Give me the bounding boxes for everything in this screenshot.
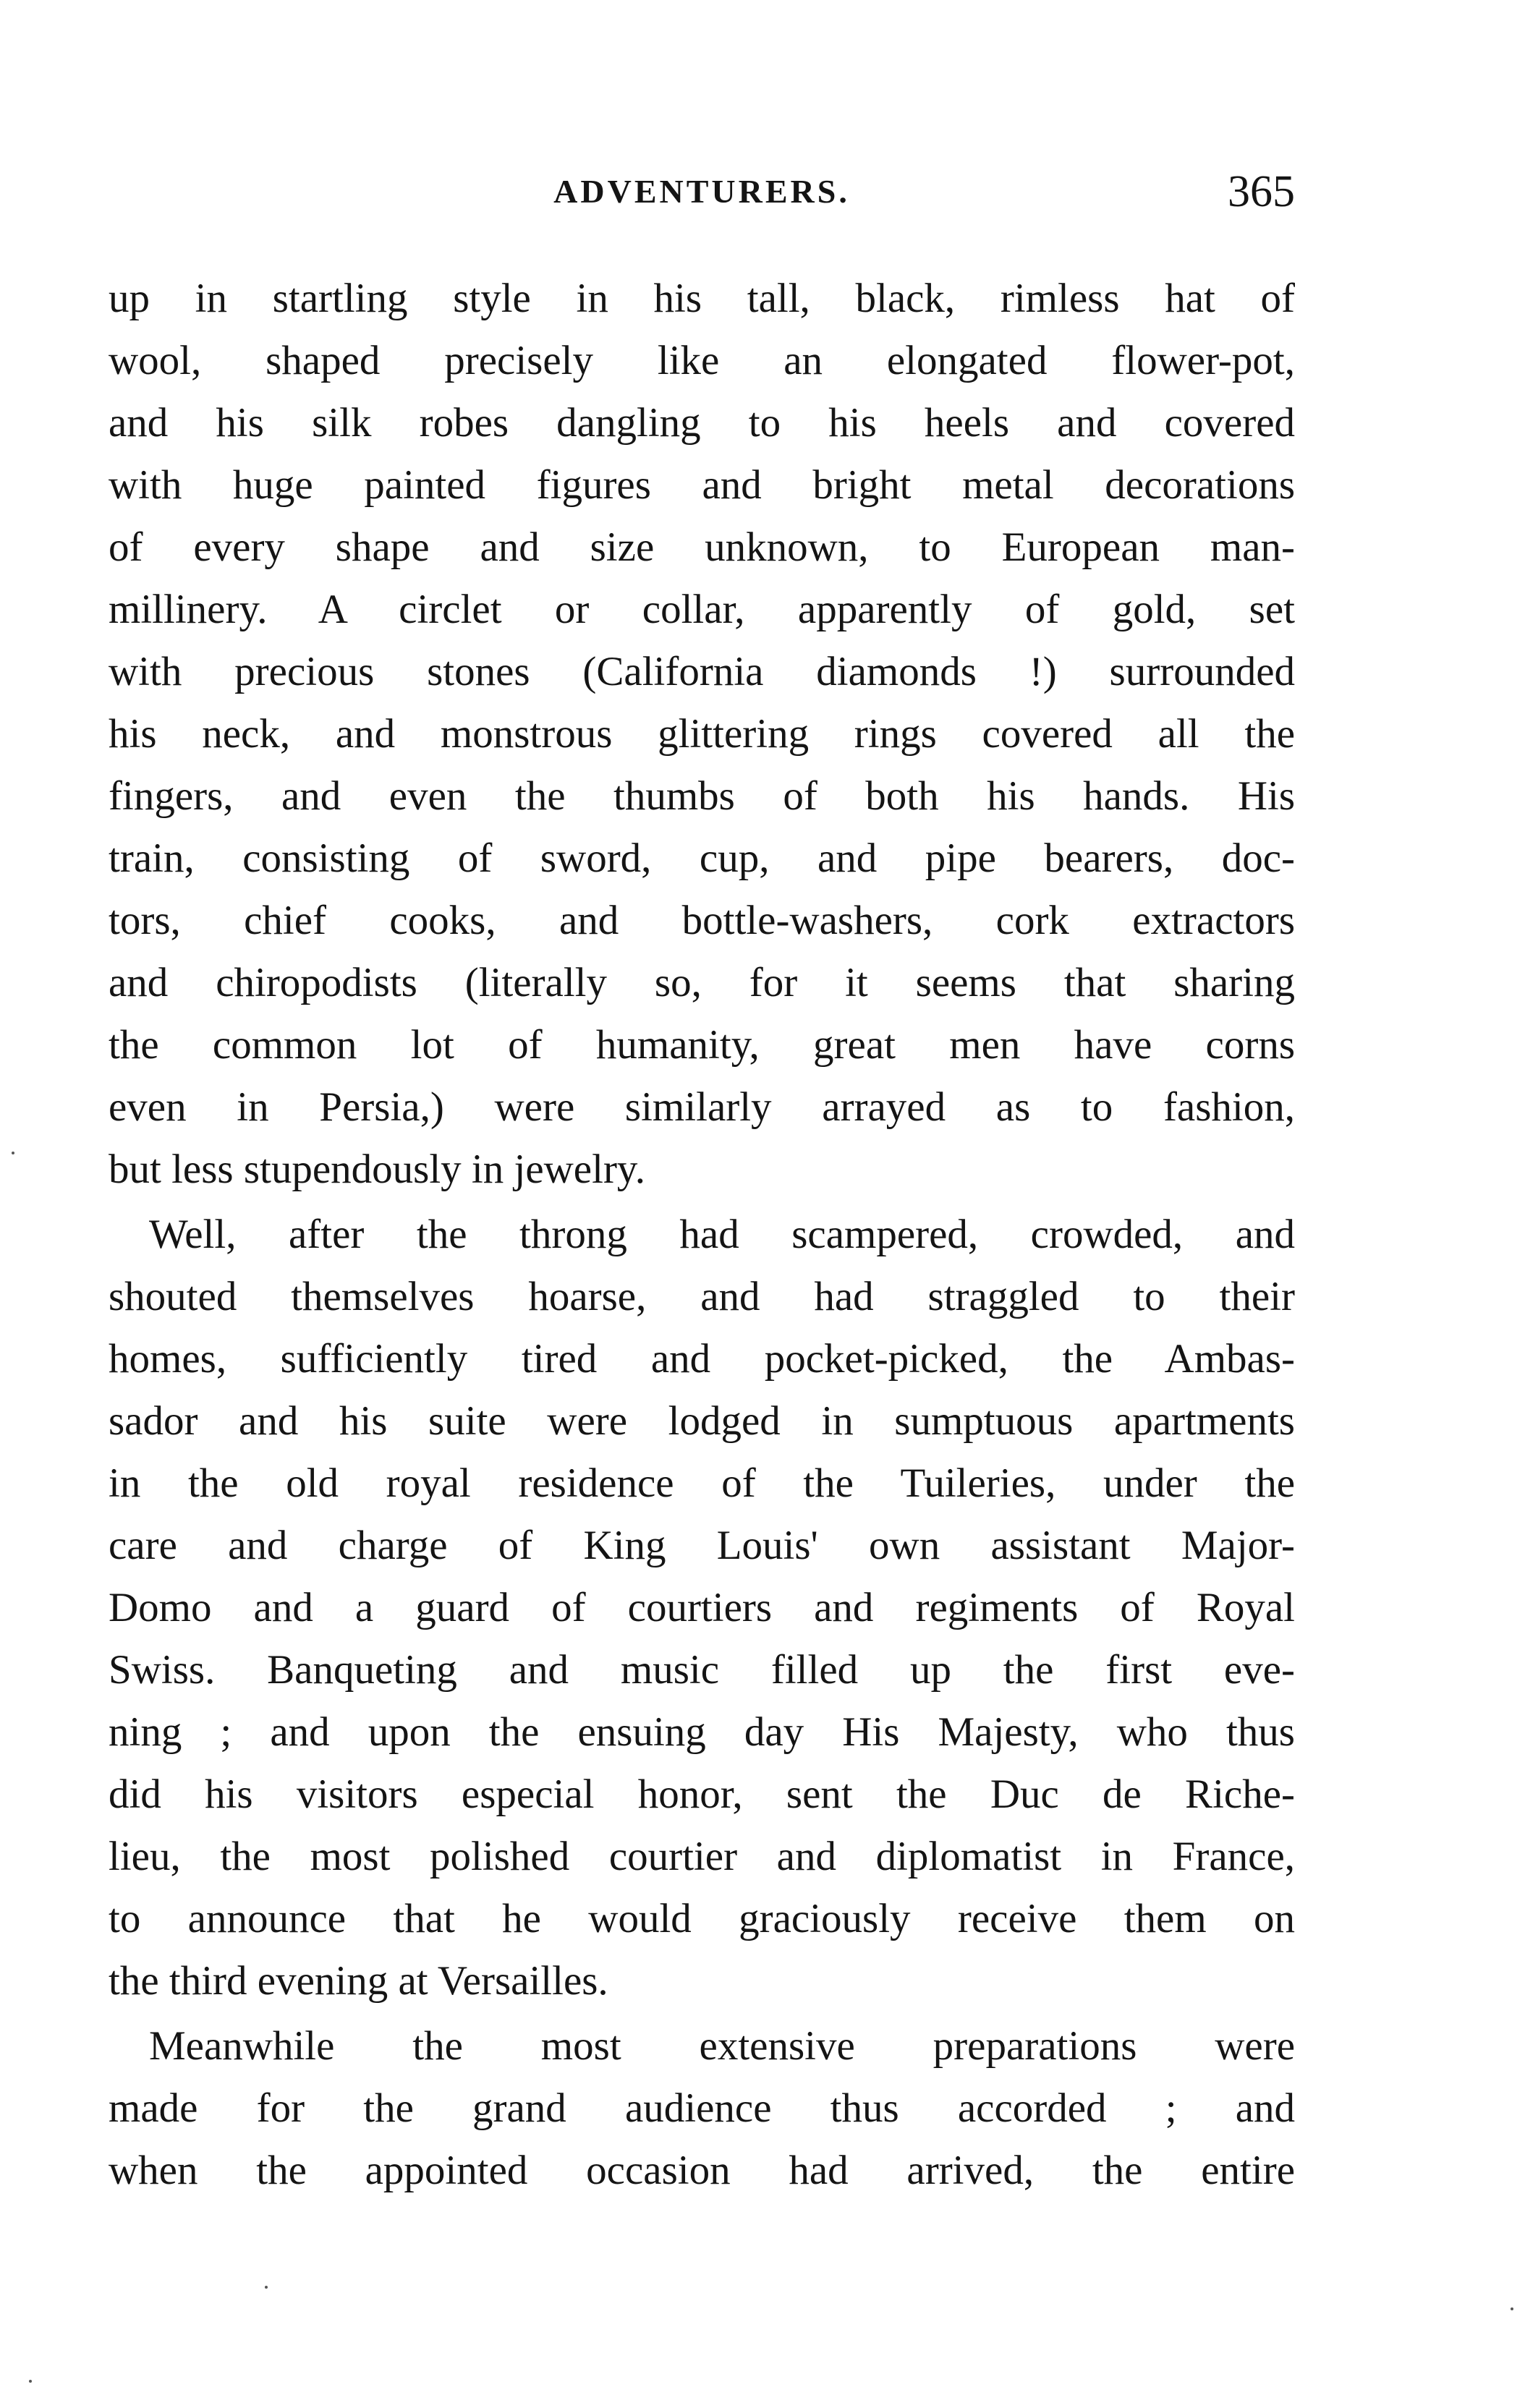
scan-speck xyxy=(12,1152,14,1154)
text-line: and his silk robes dangling to his heels and covered xyxy=(109,400,1295,446)
text-line: train, consisting of sword, cup, and pipe bearers, doc- xyxy=(109,835,1295,881)
running-head: ADVENTURERS. xyxy=(553,173,850,210)
text-line: up in startling style in his tall, black, rimless hat of xyxy=(109,276,1295,321)
text-line: did his visitors especial honor, sent the Duc de Riche- xyxy=(109,1771,1295,1817)
text-line: Well, after the throng had scampered, crowded, and xyxy=(149,1212,1295,1257)
text-line: Swiss. Banqueting and music filled up the first eve- xyxy=(109,1647,1295,1693)
text-line: in the old royal residence of the Tuileries, under the xyxy=(109,1460,1295,1506)
page-number: 365 xyxy=(1228,167,1295,216)
text-line: when the appointed occasion had arrived, the entire xyxy=(109,2148,1295,2193)
text-line: with huge painted figures and bright metal decorations xyxy=(109,462,1295,508)
text-line: to announce that he would graciously receive them on xyxy=(109,1896,1295,1941)
text-line: lieu, the most polished courtier and diplomatist in France, xyxy=(109,1834,1295,1879)
text-line: but less stupendously in jewelry. xyxy=(109,1146,645,1192)
scan-speck xyxy=(1511,2307,1513,2310)
scan-speck xyxy=(29,2380,32,2383)
text-line: sador and his suite were lodged in sumptuous apartments xyxy=(109,1398,1295,1444)
text-line: care and charge of King Louis' own assistant Major- xyxy=(109,1523,1295,1568)
text-line: the common lot of humanity, great men have corns xyxy=(109,1022,1295,1068)
text-line: made for the grand audience thus accorded ; and xyxy=(109,2085,1295,2131)
page-header xyxy=(109,166,1295,224)
text-line: homes, sufficiently tired and pocket-picked, the Ambas- xyxy=(109,1336,1295,1382)
text-line: shouted themselves hoarse, and had straggled to their xyxy=(109,1274,1295,1319)
text-line: Domo and a guard of courtiers and regiments of Royal xyxy=(109,1585,1295,1630)
text-line: the third evening at Versailles. xyxy=(109,1958,608,2004)
text-line: his neck, and monstrous glittering rings covered all the xyxy=(109,711,1295,757)
text-line: tors, chief cooks, and bottle-washers, cork extractors xyxy=(109,898,1295,943)
scan-speck xyxy=(265,2286,268,2289)
paragraph xyxy=(109,1204,1295,2012)
text-line: of every shape and size unknown, to European man- xyxy=(109,524,1295,570)
text-line: ning ; and upon the ensuing day His Majesty, who thus xyxy=(109,1709,1295,1755)
text-line: fingers, and even the thumbs of both his hands. His xyxy=(109,773,1295,819)
text-line: wool, shaped precisely like an elongated flower-pot, xyxy=(109,338,1295,383)
text-line: with precious stones (California diamonds !) surrounded xyxy=(109,649,1295,694)
paragraph xyxy=(109,2015,1295,2202)
text-line: and chiropodists (literally so, for it seems that sharing xyxy=(109,960,1295,1005)
text-line: even in Persia,) were similarly arrayed as to fashion, xyxy=(109,1084,1295,1130)
paragraph xyxy=(109,268,1295,1201)
text-line: Meanwhile the most extensive preparations were xyxy=(149,2023,1295,2069)
body-text xyxy=(109,268,1295,2202)
text-line: millinery. A circlet or collar, apparently of gold, set xyxy=(109,587,1295,632)
